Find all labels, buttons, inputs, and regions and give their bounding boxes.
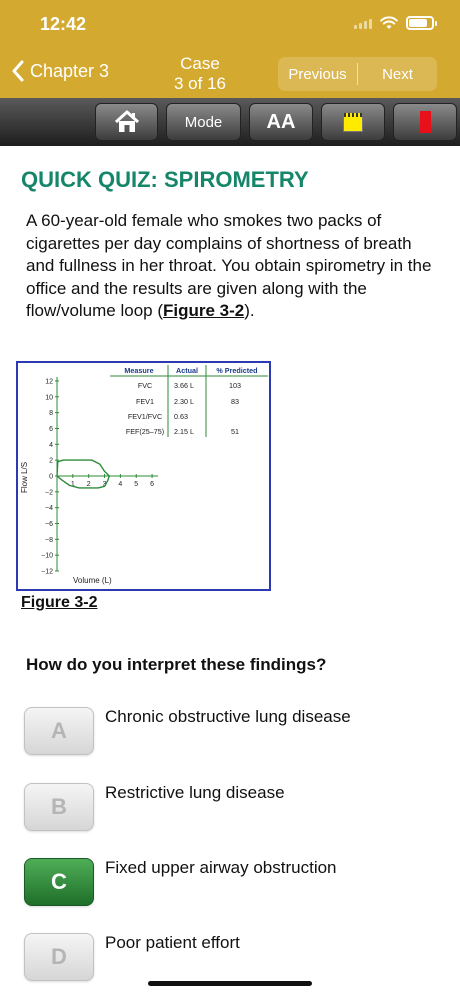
y-tick-label: −10 (41, 552, 53, 560)
table-cell: FEV1 (136, 397, 154, 406)
home-button[interactable] (95, 103, 158, 141)
text-size-label: AA (266, 110, 296, 133)
y-tick-label: −4 (45, 505, 53, 513)
x-tick-label: 2 (86, 480, 91, 488)
cellular-signal-icon (354, 17, 372, 29)
option-c[interactable] (24, 858, 444, 918)
option-c-label: Fixed upper airway obstruction (105, 858, 337, 877)
case-title-line1: Case (180, 54, 220, 73)
figure-caption: Figure 3-2 (21, 594, 98, 611)
highlight-button[interactable] (321, 103, 385, 141)
table-cell: 2.30 L (174, 397, 194, 406)
y-tick-label: 8 (49, 410, 53, 418)
y-axis-label: Flow L/S (20, 461, 29, 493)
question-prompt: How do you interpret these findings? (26, 655, 327, 674)
mode-button[interactable]: Mode (166, 103, 241, 141)
y-tick-label: 2 (49, 457, 53, 465)
option-d-button[interactable]: D (24, 933, 94, 981)
table-cell: 51 (231, 427, 239, 436)
table-cell: 83 (231, 397, 239, 406)
table-cell: FEV1/FVC (127, 412, 163, 421)
option-a-button[interactable]: A (24, 707, 94, 755)
y-tick-label: 4 (49, 441, 53, 449)
y-tick-label: 0 (49, 473, 53, 481)
x-tick-label: 3 (102, 480, 107, 488)
table-cell: 103 (229, 381, 241, 390)
table-header-cell: % Predicted (216, 366, 258, 375)
back-button[interactable] (12, 60, 109, 82)
back-label: Chapter 3 (30, 60, 110, 81)
y-tick-label: −6 (45, 520, 53, 528)
chevron-left-icon (12, 60, 24, 82)
text-size-button[interactable] (249, 103, 313, 141)
next-button[interactable]: Next (382, 65, 413, 83)
x-tick-label: 6 (150, 480, 155, 488)
toolbar (0, 98, 460, 146)
navigation-bar (0, 46, 460, 98)
option-a[interactable] (24, 707, 444, 767)
flow-volume-loop (57, 460, 109, 488)
status-icons (354, 16, 434, 30)
y-tick-label: −2 (45, 489, 53, 497)
bookmark-button[interactable] (393, 103, 457, 141)
flow-volume-chart (18, 363, 269, 589)
question-text (26, 210, 436, 323)
chart-axes (41, 377, 158, 576)
y-tick-label: 12 (45, 378, 53, 386)
figure-3-2[interactable] (16, 361, 271, 591)
status-time: 12:42 (40, 14, 87, 34)
table-cell: 3.66 L (174, 381, 194, 390)
previous-button[interactable]: Previous (288, 65, 347, 83)
x-axis-label: Volume (L) (73, 576, 112, 585)
battery-icon (406, 16, 434, 30)
table-cell: FVC (137, 381, 153, 390)
case-pager (278, 57, 437, 91)
wifi-icon (380, 16, 398, 30)
highlighter-icon (343, 112, 363, 132)
bookmark-icon (420, 111, 431, 133)
case-title (150, 54, 250, 94)
option-d-label: Poor patient effort (105, 933, 240, 952)
table-cell: 2.15 L (174, 427, 194, 436)
status-bar (0, 0, 460, 46)
y-tick-label: 10 (45, 394, 53, 402)
flow-volume-curve (57, 460, 109, 488)
option-a-label: Chronic obstructive lung disease (105, 707, 351, 726)
spirometry-table (110, 365, 268, 437)
figure-reference-link[interactable]: Figure 3-2 (163, 301, 245, 320)
x-tick-label: 1 (70, 480, 75, 488)
y-tick-label: −8 (45, 536, 53, 544)
option-b-button[interactable]: B (24, 783, 94, 831)
question-body: A 60-year-old female who smokes two packs of cigarettes per day complains of shortness of breath and fullness in her throat. You obtain spirometry in the office and the results are given along with the flow/volume loop ( (26, 211, 432, 320)
table-cell: 0.63 (174, 412, 188, 421)
table-header-cell: Measure (124, 366, 154, 375)
option-b-label: Restrictive lung disease (105, 783, 285, 802)
quiz-title: QUICK QUIZ: SPIROMETRY (21, 167, 309, 192)
home-indicator (148, 981, 312, 986)
option-c-button[interactable]: C (24, 858, 94, 906)
x-tick-label: 4 (118, 480, 123, 488)
y-tick-label: −12 (41, 568, 53, 576)
case-title-line2: 3 of 16 (174, 74, 226, 93)
option-b[interactable] (24, 783, 444, 843)
table-header-cell: Actual (176, 366, 198, 375)
question-end: ). (244, 301, 255, 320)
home-icon (114, 110, 140, 134)
y-tick-label: 6 (49, 425, 53, 433)
x-tick-label: 5 (134, 480, 139, 488)
battery-level (409, 19, 427, 27)
table-cell: FEF(25–75) (125, 427, 165, 436)
